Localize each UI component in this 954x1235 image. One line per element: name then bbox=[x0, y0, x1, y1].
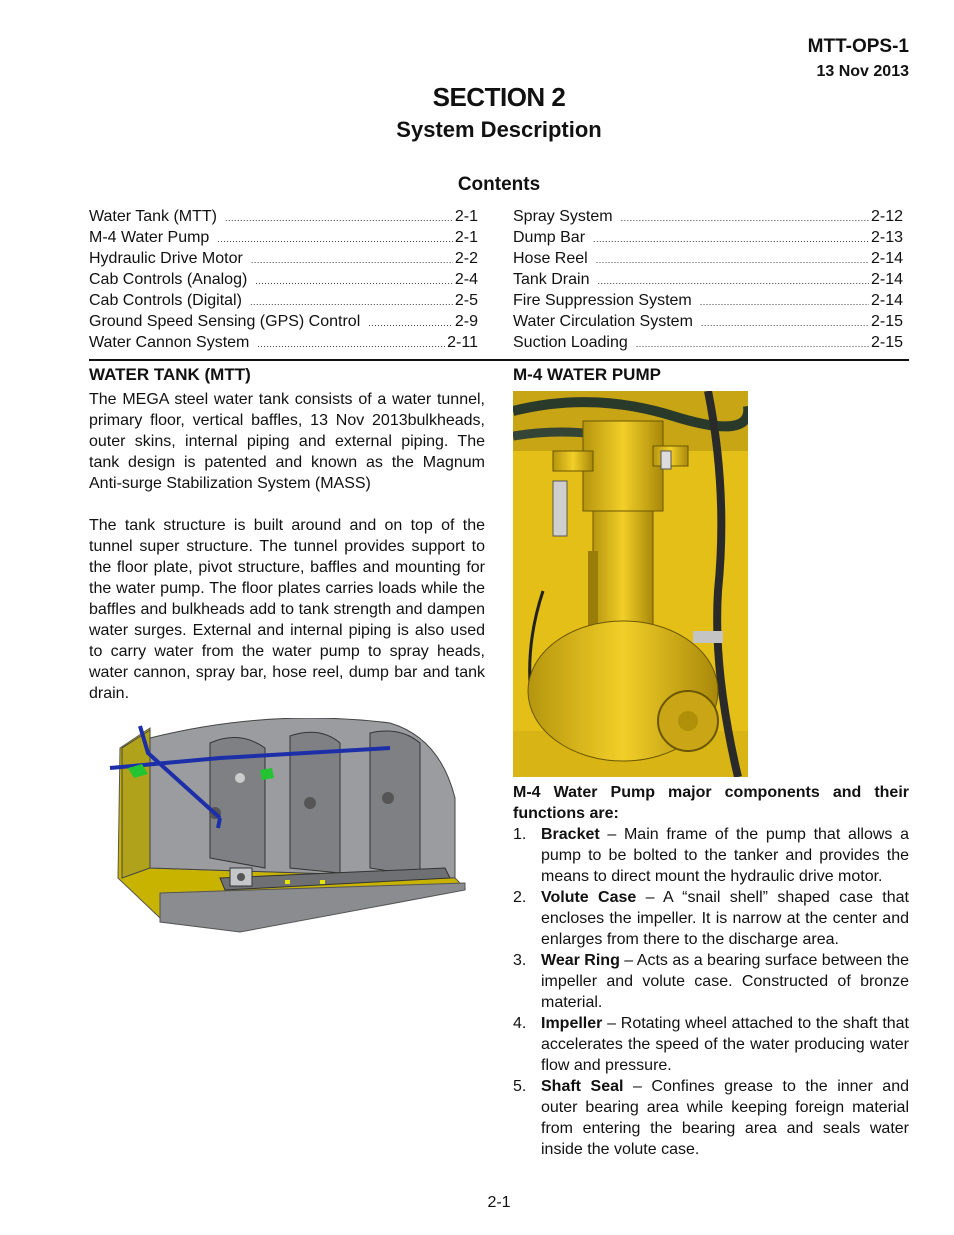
toc-label: Hydraulic Drive Motor bbox=[89, 250, 243, 267]
toc-entry[interactable] bbox=[513, 206, 903, 227]
water-tank-paragraph-1: The MEGA steel water tank consists of a water tunnel, primary floor, vertical baffles, 13 Nov 2013bulkheads, outer skins, internal piping and external piping. The tank design is patented and known as the Magnum Anti-surge Stabilization System (MASS) bbox=[89, 391, 485, 492]
toc-page: 2-15 bbox=[870, 334, 903, 351]
list-item-term: Volute Case bbox=[541, 889, 637, 906]
list-item-body bbox=[541, 1013, 909, 1076]
toc-page: 2-15 bbox=[870, 313, 903, 330]
toc-label: Dump Bar bbox=[513, 229, 586, 246]
list-item-text: – Rotating wheel attached to the shaft that accelerates the speed of the water producing water flow and pressure. bbox=[541, 1015, 909, 1074]
toc-leader bbox=[257, 334, 445, 355]
toc-leader bbox=[596, 250, 869, 271]
water-tank-paragraph-2: The tank structure is built around and on top of the tunnel super structure. The tunnel provides support to the floor plate, pivot structure, baffles and mounting for the water pump. The floor plates carries loads while the baffles and bulkheads add to tank strength and dampen water surges. External and internal piping is also used to carry water from the water pump to spray heads, water cannon, spray bar, hose reel, dump bar and tank drain. bbox=[89, 517, 485, 702]
toc-label: Water Circulation System bbox=[513, 313, 693, 330]
toc-entry[interactable] bbox=[513, 332, 903, 353]
toc-label: Ground Speed Sensing (GPS) Control bbox=[89, 313, 361, 330]
toc-leader bbox=[621, 208, 869, 229]
toc-page: 2-13 bbox=[870, 229, 903, 246]
list-item-term: Shaft Seal bbox=[541, 1078, 624, 1095]
list-item-term: Bracket bbox=[541, 826, 600, 843]
document-date: 13 Nov 2013 bbox=[816, 63, 909, 80]
section-divider bbox=[89, 359, 909, 361]
contents-heading: Contents bbox=[457, 174, 541, 195]
list-item-body bbox=[541, 1076, 909, 1160]
toc-leader bbox=[597, 271, 868, 292]
list-item-number: 5. bbox=[513, 1078, 527, 1095]
toc-entry[interactable] bbox=[89, 332, 478, 353]
document-id: MTT-OPS-1 bbox=[807, 36, 909, 57]
section-subtitle: System Description bbox=[396, 117, 602, 142]
toc-page: 2-1 bbox=[454, 208, 478, 225]
list-item-text: – Confines grease to the inner and outer bearing area while keeping foreign material from entering the bearing area and seals water inside the volute case. bbox=[541, 1078, 909, 1158]
toc-label: Cab Controls (Analog) bbox=[89, 271, 248, 288]
list-item bbox=[513, 887, 909, 950]
toc-page: 2-12 bbox=[870, 208, 903, 225]
toc-label: Hose Reel bbox=[513, 250, 588, 267]
toc-page: 2-4 bbox=[454, 271, 478, 288]
toc-label: Water Cannon System bbox=[89, 334, 250, 351]
list-item-body bbox=[541, 824, 909, 887]
toc-leader bbox=[250, 292, 453, 313]
list-item bbox=[513, 824, 909, 887]
water-pump-photo bbox=[513, 391, 748, 777]
toc-leader bbox=[368, 313, 453, 334]
toc-page: 2-11 bbox=[447, 334, 478, 351]
toc-leader bbox=[701, 313, 869, 334]
list-item-number: 2. bbox=[513, 889, 527, 906]
list-item-number: 1. bbox=[513, 826, 527, 843]
toc-entry[interactable] bbox=[89, 290, 478, 311]
toc-page: 2-2 bbox=[454, 250, 478, 267]
toc-leader bbox=[636, 334, 869, 355]
toc-label: Fire Suppression System bbox=[513, 292, 692, 309]
list-item-number: 3. bbox=[513, 952, 527, 969]
toc-label: Cab Controls (Digital) bbox=[89, 292, 242, 309]
toc-entry[interactable] bbox=[513, 311, 903, 332]
toc-entry[interactable] bbox=[89, 269, 478, 290]
list-item bbox=[513, 1013, 909, 1076]
toc-page: 2-5 bbox=[454, 292, 478, 309]
pump-components-list bbox=[513, 824, 909, 1160]
water-tank-illustration bbox=[100, 718, 475, 940]
list-item-term: Wear Ring bbox=[541, 952, 620, 969]
water-pump-heading: M-4 WATER PUMP bbox=[513, 365, 661, 384]
list-item bbox=[513, 950, 909, 1013]
toc-leader bbox=[217, 229, 453, 250]
toc-label: Spray System bbox=[513, 208, 613, 225]
toc-leader bbox=[593, 229, 869, 250]
toc-label: M-4 Water Pump bbox=[89, 229, 210, 246]
toc-left-column bbox=[89, 206, 478, 353]
toc-entry[interactable] bbox=[513, 269, 903, 290]
toc-leader bbox=[251, 250, 453, 271]
toc-entry[interactable] bbox=[89, 227, 478, 248]
toc-right-column bbox=[513, 206, 903, 353]
toc-label: Tank Drain bbox=[513, 271, 590, 288]
toc-entry[interactable] bbox=[89, 206, 478, 227]
list-item bbox=[513, 1076, 909, 1160]
water-tank-heading: WATER TANK (MTT) bbox=[89, 365, 251, 384]
toc-page: 2-14 bbox=[870, 292, 903, 309]
list-item-number: 4. bbox=[513, 1015, 527, 1032]
toc-entry[interactable] bbox=[89, 311, 478, 332]
toc-page: 2-9 bbox=[454, 313, 478, 330]
toc-entry[interactable] bbox=[513, 227, 903, 248]
toc-label: Suction Loading bbox=[513, 334, 628, 351]
toc-leader bbox=[700, 292, 869, 313]
pump-components-intro: M-4 Water Pump major components and their functions are: bbox=[513, 784, 909, 822]
toc-leader bbox=[255, 271, 453, 292]
page-number: 2-1 bbox=[487, 1194, 511, 1211]
list-item-body bbox=[541, 950, 909, 1013]
toc-page: 2-14 bbox=[870, 250, 903, 267]
section-title: SECTION 2 bbox=[432, 82, 566, 112]
list-item-text: – Acts as a bearing surface between the impeller and volute case. Constructed of bronze material. bbox=[541, 952, 909, 1011]
toc-page: 2-1 bbox=[454, 229, 478, 246]
toc-entry[interactable] bbox=[89, 248, 478, 269]
toc-page: 2-14 bbox=[870, 271, 903, 288]
toc-leader bbox=[225, 208, 453, 229]
toc-label: Water Tank (MTT) bbox=[89, 208, 218, 225]
list-item-text: – Main frame of the pump that allows a pump to be bolted to the tanker and provides the means to direct mount the hydraulic drive motor. bbox=[541, 826, 909, 885]
list-item-body bbox=[541, 887, 909, 950]
list-item-term: Impeller bbox=[541, 1015, 603, 1032]
list-item-text: – A “snail shell” shaped case that encloses the impeller. It is narrow at the center and enlarges from there to the discharge area. bbox=[541, 889, 909, 948]
toc-entry[interactable] bbox=[513, 290, 903, 311]
toc-entry[interactable] bbox=[513, 248, 903, 269]
